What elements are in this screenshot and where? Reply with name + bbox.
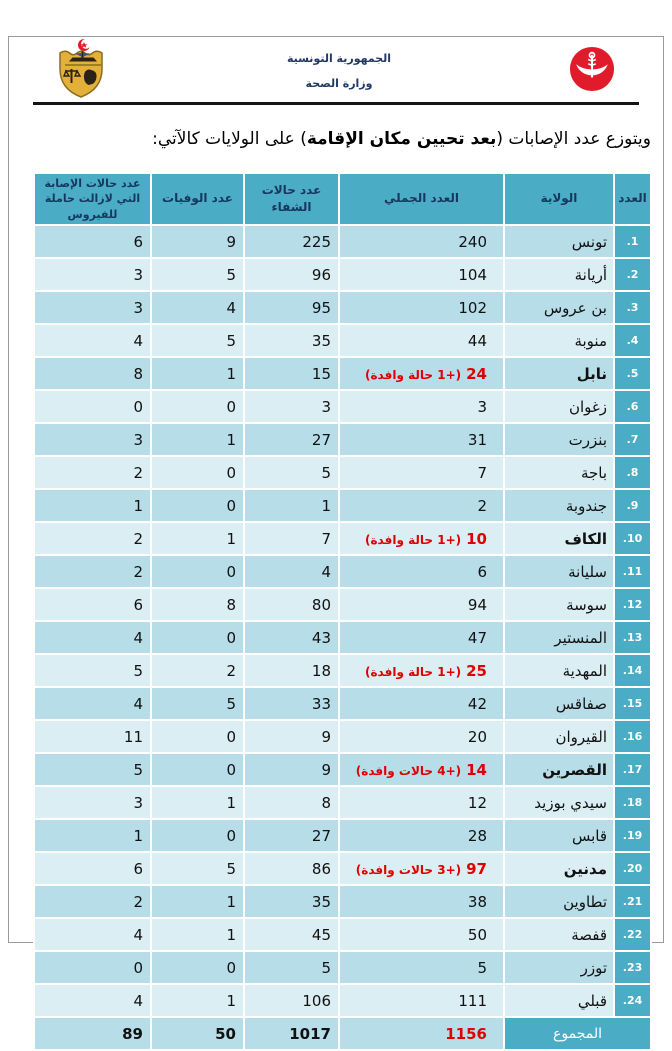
cell-active: 0 xyxy=(34,951,151,984)
cell-governorate: القيروان xyxy=(504,720,614,753)
cell-active: 4 xyxy=(34,918,151,951)
table-row xyxy=(34,390,651,423)
cell-index: 4. xyxy=(614,324,651,357)
cell-total: 50 xyxy=(339,918,504,951)
title-bold-text: بعد تحيين مكان الإقامة xyxy=(306,129,497,149)
cell-total: 10(+1 حالة وافدة) xyxy=(339,522,504,555)
cell-index: 7. xyxy=(614,423,651,456)
cell-index: 8. xyxy=(614,456,651,489)
cell-governorate: زغوان xyxy=(504,390,614,423)
cell-recovered: 5 xyxy=(244,951,339,984)
cell-total: 104 xyxy=(339,258,504,291)
cell-index: 14. xyxy=(614,654,651,687)
government-heading xyxy=(287,46,391,97)
cell-total: 25(+1 حالة وافدة) xyxy=(339,654,504,687)
table-row xyxy=(34,357,651,390)
tunisia-coat-of-arms xyxy=(57,38,109,104)
cell-deaths: 5 xyxy=(151,687,244,720)
cell-active: 5 xyxy=(34,654,151,687)
table-row xyxy=(34,687,651,720)
table-row xyxy=(34,555,651,588)
cell-total: 12 xyxy=(339,786,504,819)
table-row xyxy=(34,423,651,456)
col-header-active-cases: عدد حالات الإصابة التي لازالت حاملة للفيروس xyxy=(34,173,151,225)
cell-total: 31 xyxy=(339,423,504,456)
cell-deaths: 0 xyxy=(151,456,244,489)
cell-total: 24(+1 حالة وافدة) xyxy=(339,357,504,390)
cell-active: 2 xyxy=(34,885,151,918)
cell-active: 2 xyxy=(34,522,151,555)
table-row xyxy=(34,786,651,819)
cell-index: 21. xyxy=(614,885,651,918)
cell-recovered: 8 xyxy=(244,786,339,819)
cell-index: 20. xyxy=(614,852,651,885)
cell-recovered: 5 xyxy=(244,456,339,489)
cell-active: 2 xyxy=(34,456,151,489)
cell-recovered: 95 xyxy=(244,291,339,324)
col-header-recovered: عدد حالات الشفاء xyxy=(244,173,339,225)
col-header-total: العدد الجملي xyxy=(339,173,504,225)
cell-index: 16. xyxy=(614,720,651,753)
table-row xyxy=(34,291,651,324)
cell-total: 102 xyxy=(339,291,504,324)
cell-active: 4 xyxy=(34,324,151,357)
table-row xyxy=(34,720,651,753)
table-row xyxy=(34,654,651,687)
cell-active: 2 xyxy=(34,555,151,588)
total-deaths-value: 50 xyxy=(151,1017,244,1050)
cell-total: 240 xyxy=(339,225,504,258)
cell-recovered: 96 xyxy=(244,258,339,291)
col-header-index: العدد xyxy=(614,173,651,225)
cell-deaths: 9 xyxy=(151,225,244,258)
cell-index: 18. xyxy=(614,786,651,819)
cell-recovered: 35 xyxy=(244,324,339,357)
cell-total: 3 xyxy=(339,390,504,423)
col-header-governorate: الولاية xyxy=(504,173,614,225)
cell-deaths: 1 xyxy=(151,357,244,390)
cell-governorate: توزر xyxy=(504,951,614,984)
total-cases-value: 1156 xyxy=(339,1017,504,1050)
cell-recovered: 45 xyxy=(244,918,339,951)
cell-active: 0 xyxy=(34,390,151,423)
table-row xyxy=(34,984,651,1017)
cell-governorate: سوسة xyxy=(504,588,614,621)
cell-index: 24. xyxy=(614,984,651,1017)
cell-index: 6. xyxy=(614,390,651,423)
cell-total: 97(+3 حالات وافدة) xyxy=(339,852,504,885)
cell-active: 4 xyxy=(34,621,151,654)
republic-name: الجمهورية التونسية xyxy=(286,51,392,65)
cell-governorate: منوبة xyxy=(504,324,614,357)
cell-deaths: 1 xyxy=(151,885,244,918)
cell-active: 11 xyxy=(34,720,151,753)
cell-deaths: 4 xyxy=(151,291,244,324)
page-title xyxy=(9,122,663,155)
cell-index: 23. xyxy=(614,951,651,984)
cell-index: 1. xyxy=(614,225,651,258)
cell-total: 7 xyxy=(339,456,504,489)
table-row xyxy=(34,258,651,291)
total-recovered-value: 1017 xyxy=(244,1017,339,1050)
cell-index: 3. xyxy=(614,291,651,324)
letterhead xyxy=(9,37,663,102)
table-row xyxy=(34,918,651,951)
cell-total: 5 xyxy=(339,951,504,984)
total-label: المجموع xyxy=(504,1017,651,1050)
cell-total: 14(+4 حالات وافدة) xyxy=(339,753,504,786)
cell-active: 3 xyxy=(34,258,151,291)
table-row xyxy=(34,951,651,984)
cell-recovered: 9 xyxy=(244,753,339,786)
cell-deaths: 0 xyxy=(151,489,244,522)
cell-governorate: تونس xyxy=(504,225,614,258)
col-header-deaths: عدد الوفيات xyxy=(151,173,244,225)
total-row xyxy=(34,1017,651,1050)
cell-recovered: 33 xyxy=(244,687,339,720)
cell-active: 4 xyxy=(34,984,151,1017)
cell-recovered: 7 xyxy=(244,522,339,555)
cell-index: 15. xyxy=(614,687,651,720)
cell-index: 2. xyxy=(614,258,651,291)
cell-recovered: 3 xyxy=(244,390,339,423)
title-text-end: ) على الولايات كالآتي: xyxy=(152,129,307,149)
cell-governorate: سيدي بوزيد xyxy=(504,786,614,819)
cell-deaths: 0 xyxy=(151,555,244,588)
cell-deaths: 2 xyxy=(151,654,244,687)
cell-governorate: قابس xyxy=(504,819,614,852)
cell-index: 17. xyxy=(614,753,651,786)
cell-recovered: 18 xyxy=(244,654,339,687)
cell-governorate: باجة xyxy=(504,456,614,489)
cell-recovered: 106 xyxy=(244,984,339,1017)
table-body xyxy=(34,225,651,1017)
cell-total: 20 xyxy=(339,720,504,753)
cell-deaths: 0 xyxy=(151,753,244,786)
table-row xyxy=(34,456,651,489)
cell-index: 12. xyxy=(614,588,651,621)
table-row xyxy=(34,588,651,621)
cell-governorate: القصرين xyxy=(504,753,614,786)
cell-active: 8 xyxy=(34,357,151,390)
cell-total: 28 xyxy=(339,819,504,852)
cell-index: 19. xyxy=(614,819,651,852)
cell-active: 6 xyxy=(34,588,151,621)
cell-index: 10. xyxy=(614,522,651,555)
cell-recovered: 15 xyxy=(244,357,339,390)
report-sheet xyxy=(8,36,664,1043)
cell-deaths: 8 xyxy=(151,588,244,621)
cell-index: 22. xyxy=(614,918,651,951)
table-row xyxy=(34,852,651,885)
table-row xyxy=(34,819,651,852)
cell-recovered: 80 xyxy=(244,588,339,621)
total-active-value: 89 xyxy=(34,1017,151,1050)
table-row xyxy=(34,753,651,786)
cell-deaths: 1 xyxy=(151,423,244,456)
cell-governorate: نابل xyxy=(504,357,614,390)
table-row xyxy=(34,225,651,258)
cell-active: 3 xyxy=(34,786,151,819)
cell-index: 5. xyxy=(614,357,651,390)
cell-active: 5 xyxy=(34,753,151,786)
cell-total: 2 xyxy=(339,489,504,522)
cell-deaths: 5 xyxy=(151,258,244,291)
cell-recovered: 35 xyxy=(244,885,339,918)
table-header-row xyxy=(34,173,651,225)
cell-active: 4 xyxy=(34,687,151,720)
cell-governorate: تطاوين xyxy=(504,885,614,918)
cell-governorate: بن عروس xyxy=(504,291,614,324)
cell-deaths: 1 xyxy=(151,522,244,555)
cases-by-governorate-table xyxy=(33,172,652,1051)
header-divider xyxy=(33,102,639,105)
cell-governorate: مدنين xyxy=(504,852,614,885)
cell-governorate: بنزرت xyxy=(504,423,614,456)
title-text: ويتوزع عدد الإصابات ( xyxy=(496,129,651,149)
cell-governorate: الكاف xyxy=(504,522,614,555)
cell-governorate: جندوبة xyxy=(504,489,614,522)
cell-recovered: 225 xyxy=(244,225,339,258)
cell-recovered: 86 xyxy=(244,852,339,885)
cell-total: 47 xyxy=(339,621,504,654)
cell-governorate: أريانة xyxy=(504,258,614,291)
table-row xyxy=(34,621,651,654)
cell-deaths: 0 xyxy=(151,819,244,852)
cell-total: 38 xyxy=(339,885,504,918)
cell-governorate: سليانة xyxy=(504,555,614,588)
cell-total: 111 xyxy=(339,984,504,1017)
cell-active: 3 xyxy=(34,423,151,456)
cell-total: 44 xyxy=(339,324,504,357)
ministry-of-health-crescent-logo xyxy=(569,46,615,96)
cell-governorate: صفاقس xyxy=(504,687,614,720)
cell-active: 1 xyxy=(34,819,151,852)
table-row xyxy=(34,885,651,918)
table-row xyxy=(34,522,651,555)
cell-deaths: 0 xyxy=(151,951,244,984)
table-row xyxy=(34,324,651,357)
cell-deaths: 0 xyxy=(151,390,244,423)
cell-index: 9. xyxy=(614,489,651,522)
cell-deaths: 5 xyxy=(151,324,244,357)
cell-recovered: 27 xyxy=(244,423,339,456)
cell-deaths: 1 xyxy=(151,918,244,951)
cell-deaths: 0 xyxy=(151,621,244,654)
cell-governorate: المهدية xyxy=(504,654,614,687)
cell-recovered: 43 xyxy=(244,621,339,654)
table-row xyxy=(34,489,651,522)
cell-deaths: 5 xyxy=(151,852,244,885)
cell-total: 42 xyxy=(339,687,504,720)
cell-recovered: 27 xyxy=(244,819,339,852)
cell-deaths: 1 xyxy=(151,786,244,819)
ministry-name: وزارة الصحة xyxy=(305,77,373,90)
cell-index: 13. xyxy=(614,621,651,654)
cell-deaths: 1 xyxy=(151,984,244,1017)
cell-governorate: قفصة xyxy=(504,918,614,951)
cell-active: 6 xyxy=(34,225,151,258)
cell-active: 3 xyxy=(34,291,151,324)
cell-total: 6 xyxy=(339,555,504,588)
cell-total: 94 xyxy=(339,588,504,621)
cell-active: 6 xyxy=(34,852,151,885)
cell-recovered: 1 xyxy=(244,489,339,522)
cell-governorate: قبلي xyxy=(504,984,614,1017)
cell-active: 1 xyxy=(34,489,151,522)
cell-recovered: 4 xyxy=(244,555,339,588)
cell-governorate: المنستير xyxy=(504,621,614,654)
cell-index: 11. xyxy=(614,555,651,588)
cell-recovered: 9 xyxy=(244,720,339,753)
cell-deaths: 0 xyxy=(151,720,244,753)
